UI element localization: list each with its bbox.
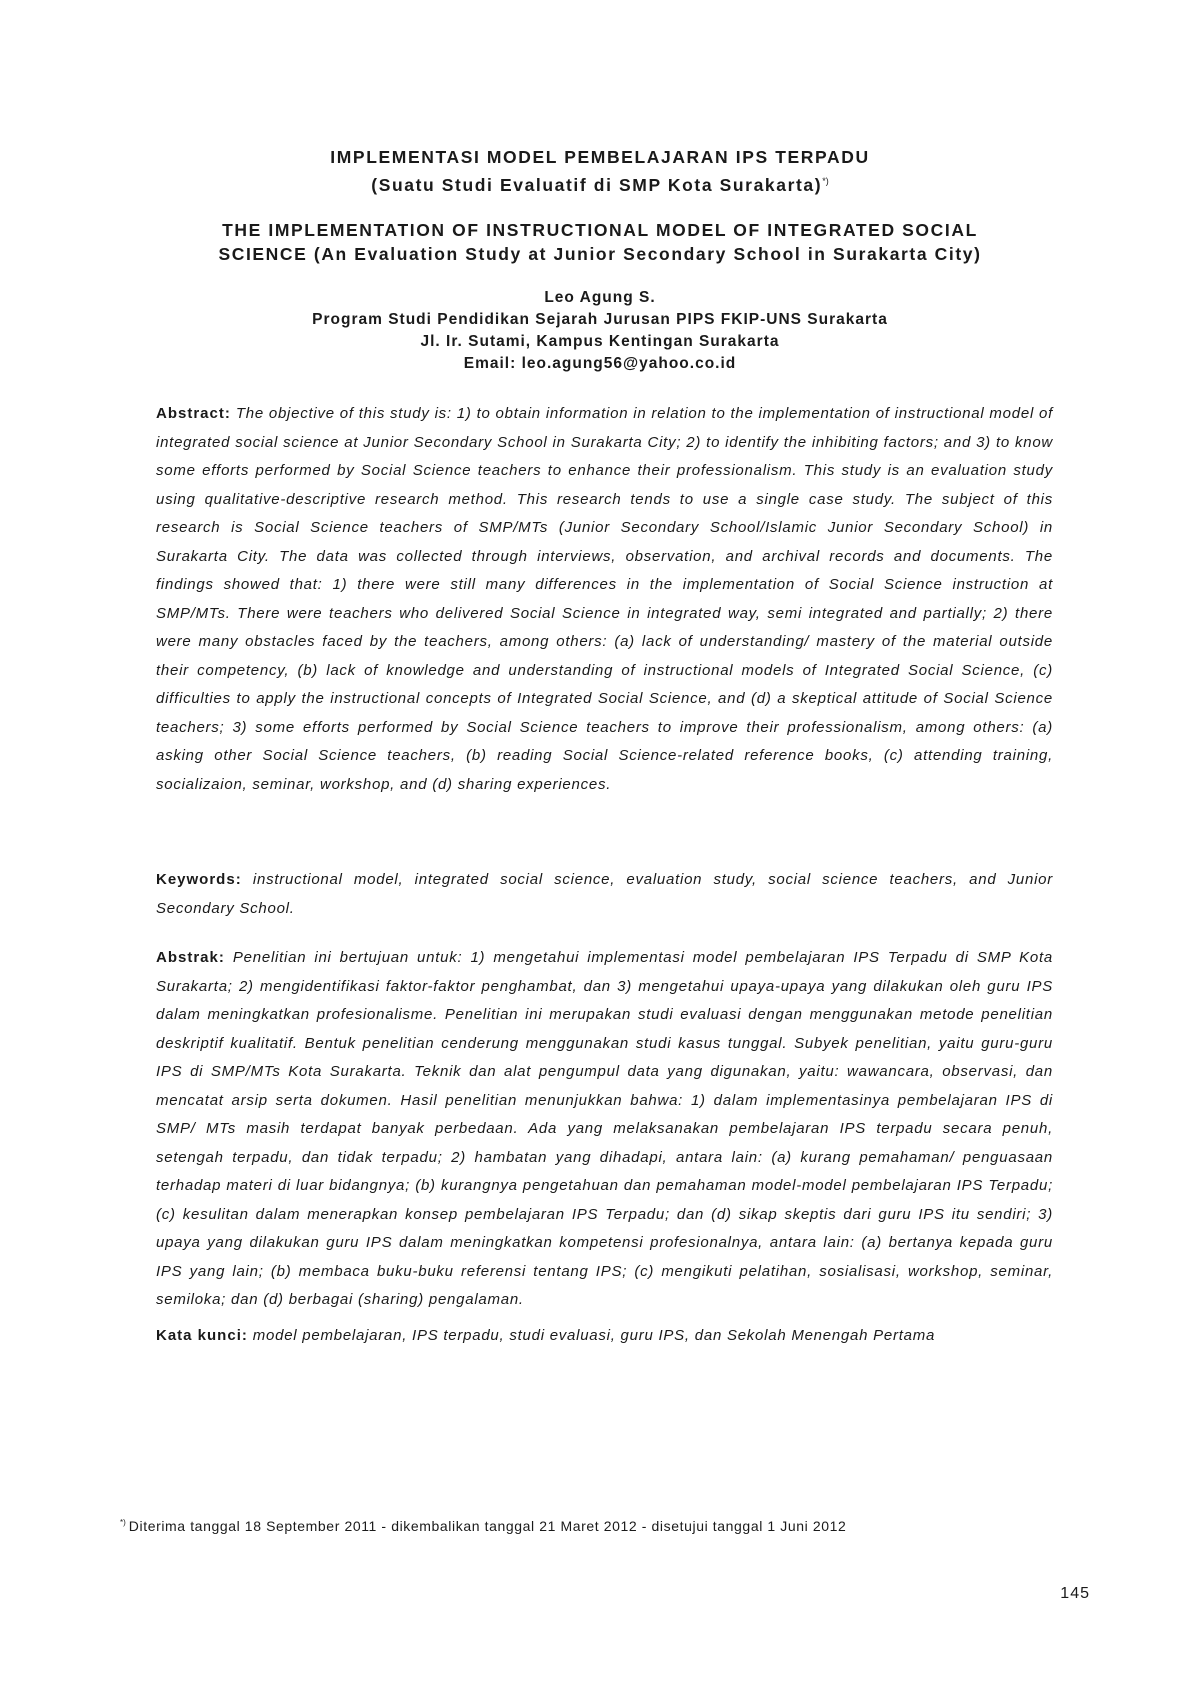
page-number: 145 [1060, 1585, 1090, 1602]
footnote-mark: *) [120, 1518, 126, 1528]
english-keywords [156, 866, 1053, 923]
indonesian-title-line-1: IMPLEMENTASI MODEL PEMBELAJARAN IPS TERPADU [330, 147, 870, 167]
author-email: Email: leo.agung56@yahoo.co.id [463, 355, 737, 372]
author-affiliation: Program Studi Pendidikan Sejarah Jurusan PIPS FKIP-UNS Surakarta [312, 311, 888, 328]
english-abstract-text: The objective of this study is: 1) to obtain information in relation to the implementation of instructional model of integrated social science at Junior Secondary School in Surakarta City; 2) to identify the inhibiting factors; and 3) to know some efforts performed by Social Science teachers to enhance their professionalism. This study is an evaluation study using qualitative-descriptive research method. This research tends to use a single case study. The subject of this research is Social Science teachers of SMP/MTs (Junior Secondary School/Islamic Junior Secondary School) in Surakarta City. The data was collected through interviews, observation, and archival records and documents. The findings showed that: 1) there were still many differences in the implementation of Social Science instruction at SMP/MTs. There were teachers who delivered Social Science in integrated way, semi integrated and partially; 2) there were many obstacles faced by the teachers, among others: (a) lack of understanding/ mastery of the material outside their competency, (b) lack of knowledge and understanding of instructional models of Integrated Social Science, (c) difficulties to apply the instructional concepts of Integrated Social Science, and (d) a skeptical attitude of Social Science teachers; 3) some efforts performed by Social Science teachers to improve their professionalism, among others: (a) asking other Social Science teachers, (b) reading Social Science-related reference books, (c) attending training, socializaion, seminar, workshop, and (d) sharing experiences. [156, 405, 1053, 793]
indonesian-title-line-2 [120, 169, 1080, 197]
title-footnote-mark: *) [822, 176, 829, 186]
indonesian-abstract-text: Penelitian ini bertujuan untuk: 1) mengetahui implementasi model pembelajaran IPS Terpadu di SMP Kota Surakarta; 2) mengidentifikasi faktor-faktor penghambat, dan 3) mengetahui upaya-upaya yang dilakukan oleh guru IPS dalam meningkatkan profesionalisme. Penelitian ini merupakan studi evaluasi dengan menggunakan metode penelitian deskriptif kualitatif. Bentuk penelitian cenderung menggunakan studi kasus tunggal. Subyek penelitian, yaitu guru-guru IPS di SMP/MTs Kota Surakarta. Teknik dan alat pengumpul data yang digunakan, yaitu: wawancara, observasi, dan mencatat arsip serta dokumen. Hasil penelitian menunjukkan bahwa: 1) dalam implementasinya pembelajaran IPS di SMP/ MTs masih terdapat banyak perbedaan. Ada yang melaksanakan pembelajaran IPS terpadu secara penuh, setengah terpadu, dan tidak terpadu; 2) hambatan yang dihadapi, antara lain: (a) kurang pemahaman/ penguasaan terhadap materi di luar bidangnya; (b) kurangnya pengetahuan dan pemahaman model-model pembelajaran IPS Terpadu; (c) kesulitan dalam menerapkan konsep pembelajaran IPS Terpadu; dan (d) sikap skeptis dari guru IPS itu sendiri; 3) upaya yang dilakukan guru IPS dalam meningkatkan kompetensi profesionalnya, antara lain: (a) bertanya kepada guru IPS yang lain; (b) membaca buku-buku referensi tentang IPS; (c) mengikuti pelatihan, sosialisasi, workshop, seminar, semiloka; dan (d) berbagai (sharing) pengalaman. [156, 949, 1053, 1308]
english-abstract [156, 400, 1053, 799]
english-title-line-2: SCIENCE (An Evaluation Study at Junior Secondary School in Surakarta City) [218, 244, 982, 264]
indonesian-abstract-label: Abstrak: [156, 949, 225, 966]
indonesian-title [120, 145, 1080, 197]
author-block [120, 287, 1080, 375]
english-abstract-label: Abstract: [156, 405, 231, 422]
footnote [120, 1518, 1080, 1534]
author-name: Leo Agung S. [544, 289, 656, 306]
english-keywords-text: instructional model, integrated social science, evaluation study, social science teachers, and Junior Secondary School. [156, 871, 1053, 917]
indonesian-abstract [156, 944, 1053, 1315]
indonesian-subtitle: (Suatu Studi Evaluatif di SMP Kota Surakarta) [371, 174, 823, 195]
english-title-line-1: THE IMPLEMENTATION OF INSTRUCTIONAL MODEL OF INTEGRATED SOCIAL [222, 220, 978, 240]
indonesian-keywords-label: Kata kunci: [156, 1327, 248, 1344]
indonesian-keywords-text: model pembelajaran, IPS terpadu, studi evaluasi, guru IPS, dan Sekolah Menengah Pertama [252, 1327, 936, 1344]
english-keywords-label: Keywords: [156, 871, 242, 888]
indonesian-keywords [156, 1322, 1053, 1351]
english-title [120, 218, 1080, 266]
footnote-text: Diterima tanggal 18 September 2011 - dikembalikan tanggal 21 Maret 2012 - disetujui tanggal 1 Juni 2012 [128, 1518, 847, 1534]
author-address: Jl. Ir. Sutami, Kampus Kentingan Surakarta [420, 333, 780, 350]
